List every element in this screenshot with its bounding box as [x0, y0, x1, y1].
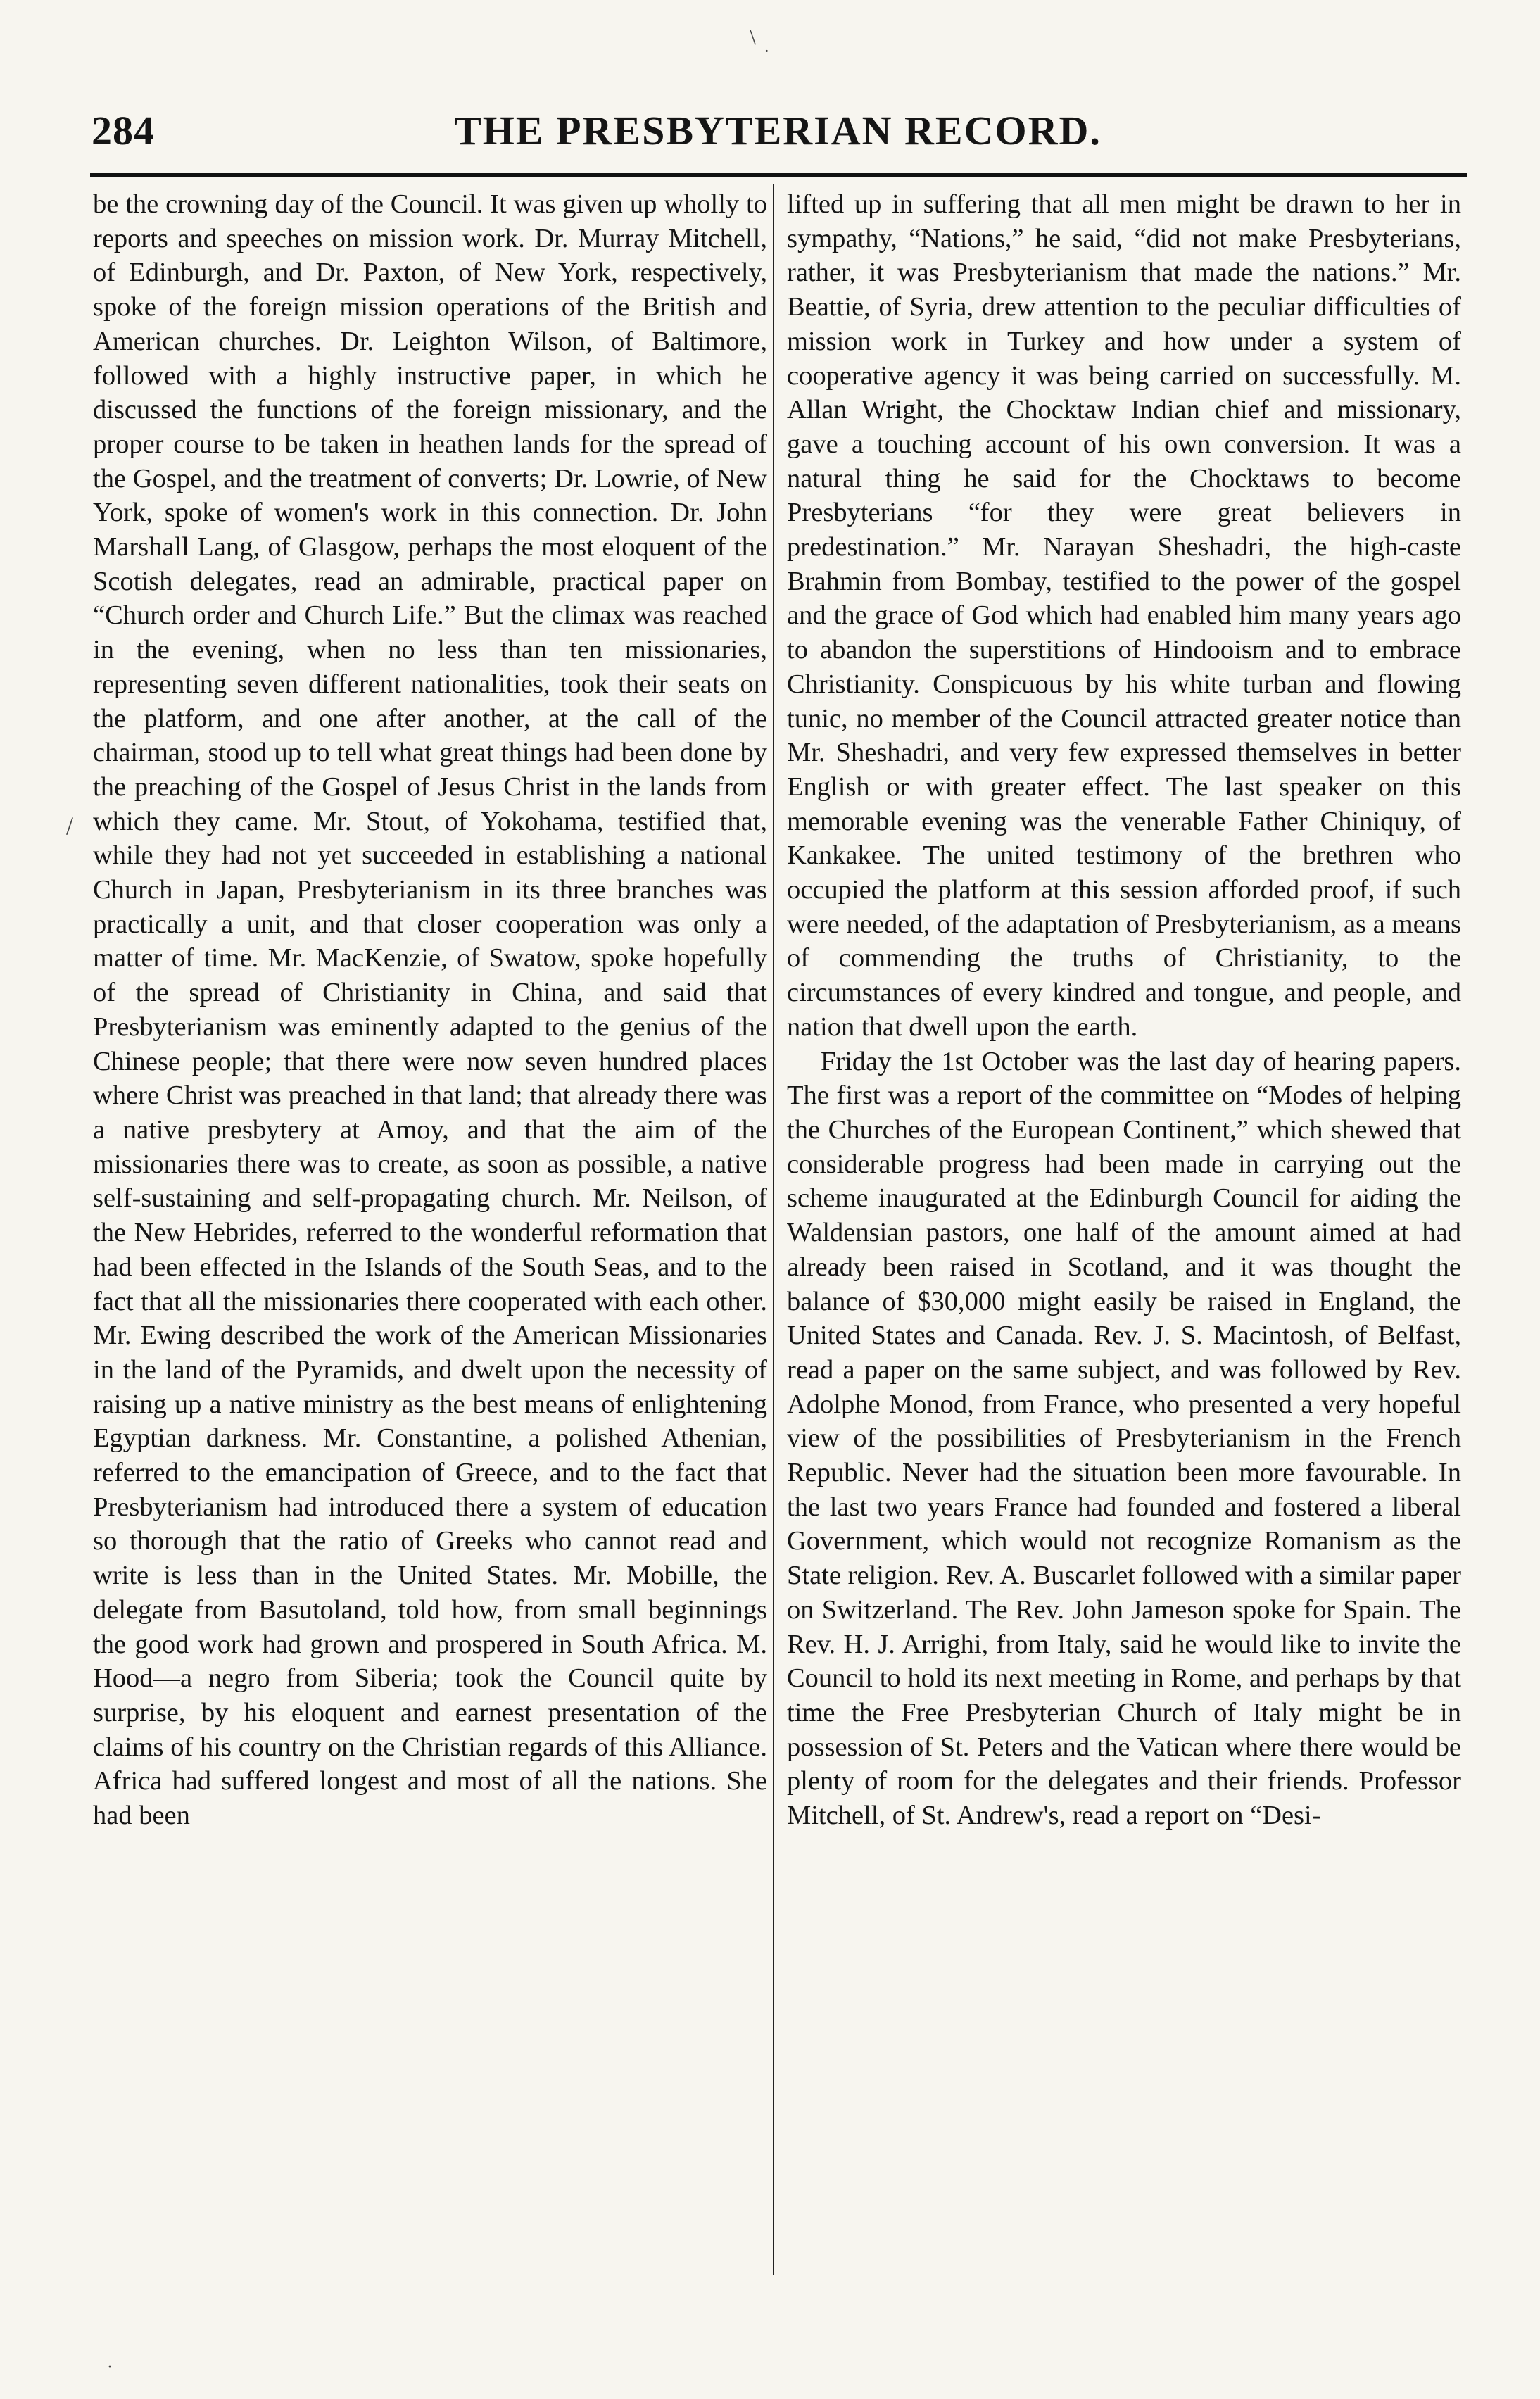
- top-stray-mark: \: [750, 24, 756, 49]
- header-rule: [90, 173, 1467, 177]
- left-text-column: [93, 187, 767, 1833]
- right-column-paragraph-2: Friday the 1st October was the last day of hearing papers. The first was a report of the committee on “Modes of helping the Churches of the European Continent,” which shewed that considerable progress had been made in carrying out the scheme inaugurated at the Edinburgh Council for aiding the Waldensian pastors, one half of the amount aimed at had already been raised in Scotland, and it was thought the balance of $30,000 might easily be raised in England, the United States and Canada. Rev. J. S. Macintosh, of Belfast, read a paper on the same subject, and was followed by Rev. Adolphe Monod, from France, who presented a very hopeful view of the possibilities of Presbyterianism in the French Republic. Never had the situation been more favourable. In the last two years France had founded and fostered a liberal Government, which would not recognize Romanism as the State religion. Rev. A. Buscarlet followed with a similar paper on Switzerland. The Rev. John Jameson spoke for Spain. The Rev. H. J. Arrighi, from Italy, said he would like to invite the Council to hold its next meeting in Rome, and perhaps by that time the Free Presbyterian Church of Italy might be in possession of St. Peters and the Vatican where there would be plenty of room for the delegates and their friends. Professor Mitchell, of St. Andrew's, read a report on “Desi-: [787, 1046, 1461, 1831]
- bottom-dot-mark: ·: [107, 2358, 113, 2376]
- top-dot-mark: ·: [764, 41, 770, 61]
- left-margin-mark: /: [66, 812, 74, 840]
- page-number: 284: [91, 108, 155, 153]
- left-column-paragraph-1: be the crowning day of the Council. It was given up wholly to reports and speeches on mission work. Dr. Murray Mitchell, of Edinburgh, and Dr. Paxton, of New York, respectively, spoke of the foreign mission operations of the British and American churches. Dr. Leighton Wilson, of Baltimore, followed with a highly instructive paper, in which he discussed the functions of the foreign missionary, and the proper course to be taken in heathen lands for the spread of the Gospel, and the treatment of converts; Dr. Lowrie, of New York, spoke of women's work in this connection. Dr. John Marshall Lang, of Glasgow, perhaps the most eloquent of the Scotish delegates, read an admirable, practical paper on “Church order and Church Life.” But the climax was reached in the evening, when no less than ten missionaries, representing seven different nationalities, took their seats on the platform, and one after another, at the call of the chairman, stood up to tell what great things had been done by the preaching of the Gospel of Jesus Christ in the lands from which they came. Mr. Stout, of Yokohama, testified that, while they had not yet succeeded in establishing a national Church in Japan, Presbyterianism in its three branches was practically a unit, and that closer cooperation was only a matter of time. Mr. MacKenzie, of Swatow, spoke hopefully of the spread of Christianity in China, and said that Presbyterianism was eminently adapted to the genius of the Chinese people; that there were now seven hundred places where Christ was preached in that land; that already there was a native presbytery at Amoy, and that the aim of the missionaries there was to create, as soon as possible, a native self-sustaining and self-propagating church. Mr. Neilson, of the New Hebrides, referred to the wonderful reformation that had been effected in the Islands of the South Seas, and to the fact that all the missionaries there cooperated with each other. Mr. Ewing described the work of the American Missionaries in the land of the Pyramids, and dwelt upon the necessity of raising up a native ministry as the best means of enlightening Egyptian darkness. Mr. Constantine, a polished Athenian, referred to the emancipation of Greece, and to the fact that Presbyterianism had introduced there a system of education so thorough that the ratio of Greeks who cannot read and write is less than in the United States. Mr. Mobille, the delegate from Basutoland, told how, from small beginnings the good work had grown and prospered in South Africa. M. Hood—a negro from Siberia; took the Council quite by surprise, by his eloquent and earnest presentation of the claims of his country on the Christian regards of this Alliance. Africa had suffered longest and most of all the nations. She had been: [93, 189, 767, 1831]
- right-text-column: [787, 187, 1461, 1833]
- journal-title: THE PRESBYTERIAN RECORD.: [454, 108, 1102, 153]
- column-divider: [773, 184, 774, 2275]
- page-header: [91, 107, 1464, 172]
- right-column-paragraph-1: lifted up in suffering that all men might be drawn to her in sympathy, “Nations,” he said, “did not make Presbyterians, rather, it was Presbyterianism that made the nations.” Mr. Beattie, of Syria, drew attention to the peculiar difficulties of mission work in Turkey and how under a system of cooperative agency it was being carried on successfully. M. Allan Wright, the Chocktaw Indian chief and missionary, gave a touching account of his own conversion. It was a natural thing he said for the Chocktaws to become Presbyterians “for they were great believers in predestination.” Mr. Narayan Sheshadri, the high-caste Brahmin from Bombay, testified to the power of the gospel and the grace of God which had enabled him many years ago to abandon the superstitions of Hindooism and to embrace Christianity. Conspicuous by his white turban and flowing tunic, no member of the Council attracted greater notice than Mr. Sheshadri, and very few expressed themselves in better English or with greater effect. The last speaker on this memorable evening was the venerable Father Chiniquy, of Kankakee. The united testimony of the brethren who occupied the platform at this session afforded proof, if such were needed, of the adaptation of Presbyterianism, as a means of commending the truths of Christianity, to the circumstances of every kindred and tongue, and people, and nation that dwell upon the earth.: [787, 189, 1461, 1042]
